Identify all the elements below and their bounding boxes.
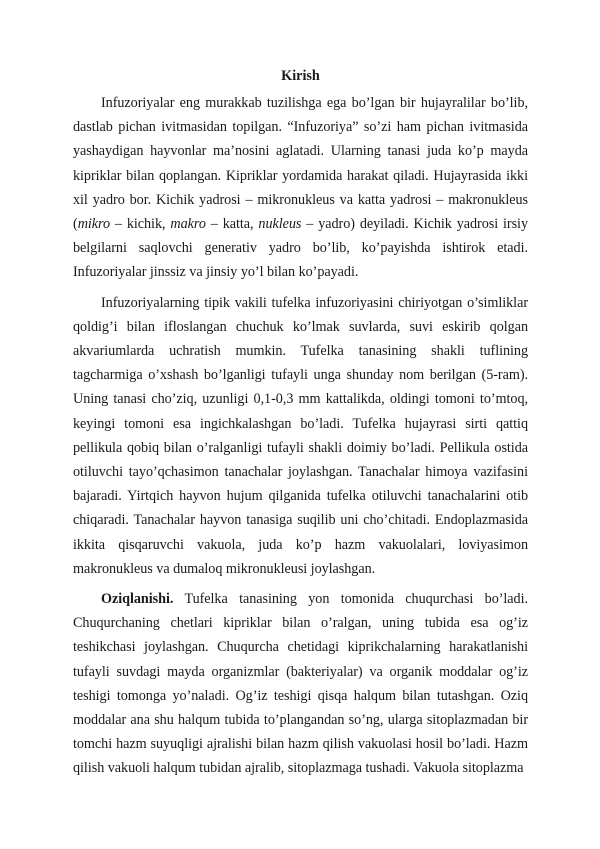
paragraph-tufelka: Infuzoriyalarning tipik vakili tufelka infuzoriyasini chiriyotgan o’simliklar qoldig’i bilan ifloslangan chuchuk ko’lmak suvlarda, suvi eskirib qolgan akvariumlarda uchratish mumkin. Tufelka tanasining shakli tuflining tagcharmiga o’xshash bo’lganligi tufayli unga shunday nom berilgan (5-ram). Uning tanasi cho’ziq, uzunligi 0,1-0,3 mm kattalikda, oldingi tomoni to’mtoq, keyingi tomoni esa ingichkalashgan bo’ladi. Tufelka hujayrasi sirti qattiq pellikula qobiq bilan o’ralganligi tufayli shakli doimiy bo’ladi. Pellikula ostida otiluvchi tayo’qchasimon tanachalar joylashgan. Tanachalar himoya vazifasini bajaradi. Yirtqich hayvon hujum qilganida tufelka otiluvchi tanachalarini otib chiqaradi. Tanachalar hayvon tanasiga suqilib uni cho’chitadi. Endoplazmasida ikkita qisqaruvchi vakuola, juda ko’p hazm vakuolalari, loviyasimon makronukleus va dumaloq mikronukleusi joylashgan.: [73, 294, 528, 577]
section-lead-heading: Oziqlanishi.: [101, 591, 174, 608]
italic-term-mikro: mikro: [77, 216, 111, 233]
text-run: – yadro) deyiladi. Kichik yadrosi irsiy belgilarni saqlovchi generativ yadro bo’lib, ko’payishda ishtirok etadi. Infuzoriyalar jinssiz va jinsiy yo’l bilan ko’payadi.: [73, 216, 528, 281]
page-title: Kirish: [281, 68, 320, 84]
paragraph-intro: [73, 91, 528, 285]
text-run: Infuzoriyalar eng murakkab tuzilishga ega bo’lgan bir hujayralilar bo’lib, dastlab pichan ivitmasidan topilgan. “Infuzoriya” so’zi ham pichan ivitmasida yashaydigan hayvonlar ma’nosini aglatadi. Ularning tanasi juda ko’p mayda kipriklar bilan qoplangan. Kipriklar yordamida harakat qiladi. Hujayrasida ikki xil yadro bor. Kichik yadrosi – mikronukleus va katta yadrosi – makronukleus (: [73, 95, 528, 233]
paragraph-oziqlanishi: [73, 587, 528, 781]
italic-term-nukleus: nukleus: [258, 216, 302, 233]
italic-term-makro: makro: [170, 216, 206, 233]
text-run: – kichik,: [110, 216, 171, 233]
text-run: – katta,: [205, 216, 259, 233]
text-run: Tufelka tanasining yon tomonida chuqurchasi bo’ladi. Chuqurchaning chetlari kipriklar bilan o’ralgan, uning tubida esa og’iz teshikchasi joylashgan. Chuqurcha chetidagi kiprikchalarning harakatlanishi tufayli suvdagi mayda organizmlar (bakteriyalar) va organik moddalar og’iz teshigi tomonga yo’naladi. Og’iz teshigi qisqa halqum bilan tutashgan. Oziq moddalar ana shu halqum tubida to’plangandan so’ng, ularga sitoplazmadan bir tomchi hazm suyuqligi ajralishi bilan hazm qilish vakuolasi hosil bo’ladi. Hazm qilish vakuoli halqum tubidan ajralib, sitoplazmaga tushadi. Vakuola sitoplazma: [73, 591, 528, 777]
